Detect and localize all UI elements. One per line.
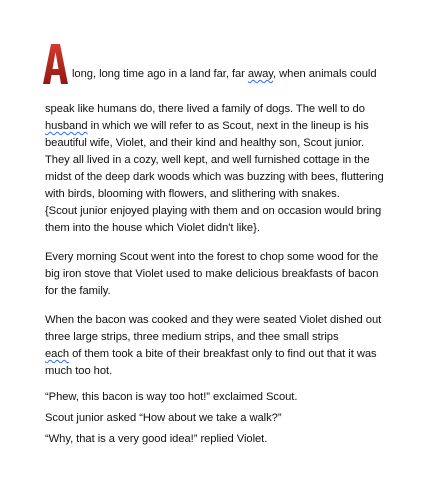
- paragraph-3-line-2: three large strips, three medium strips, and thee small strips: [45, 331, 339, 343]
- first-line: [72, 66, 377, 83]
- word-husband: husband: [45, 120, 88, 132]
- paragraph-2-line-2: big iron stove that Violet used to make delicious breakfasts of bacon: [45, 268, 379, 280]
- paragraph-1-line-5: midst of the deep dark woods which was buzzing with bees, fluttering: [45, 171, 384, 183]
- first-line-word-away: away: [247, 68, 274, 80]
- paragraph-3-line-1: When the bacon was cooked and they were seated Violet dished out: [45, 314, 382, 326]
- quote-line-3: “Why, that is a very good idea!” replied Violet.: [45, 433, 268, 445]
- paragraph-2-line-3: for the family.: [45, 285, 111, 297]
- paragraph-3-line-3-rest: of them took a bite of their breakfast only to find out that it was: [69, 348, 377, 360]
- paragraph-1-line-4: They all lived in a cozy, well kept, and well furnished cottage in the: [45, 154, 370, 166]
- quote-line-2: Scout junior asked “How about we take a walk?”: [45, 412, 282, 424]
- word-each: each: [45, 348, 70, 360]
- paragraph-1-line-3: beautiful wife, Violet, and their kind and healthy son, Scout junior.: [45, 137, 365, 149]
- quote-line-1: “Phew, this bacon is way too hot!” exclaimed Scout.: [45, 391, 298, 403]
- first-line-part-1: long, long time ago in a land far, far: [72, 68, 248, 80]
- paragraph-1-line-6: with birds, blooming with flowers, and slithering with snakes.: [45, 188, 340, 200]
- first-line-part-2: , when animals could: [273, 68, 377, 80]
- drop-cap-letter-a: [43, 44, 68, 84]
- paragraph-1-line-1: speak like humans do, there lived a family of dogs. The well to do: [45, 103, 365, 115]
- paragraph-1-line-2-rest: in which we will refer to as Scout, next in the lineup is his: [87, 120, 369, 132]
- paragraph-1-line-7: {Scout junior enjoyed playing with them and on occasion would bring: [45, 205, 382, 217]
- paragraph-1-line-8: them into the house which Violet didn't like}.: [45, 222, 260, 234]
- paragraph-3-line-4: much too hot.: [45, 365, 113, 377]
- paragraph-1-line-2: [45, 118, 369, 135]
- paragraph-3-line-3: [45, 346, 377, 363]
- paragraph-2-line-1: Every morning Scout went into the forest to chop some wood for the: [45, 251, 379, 263]
